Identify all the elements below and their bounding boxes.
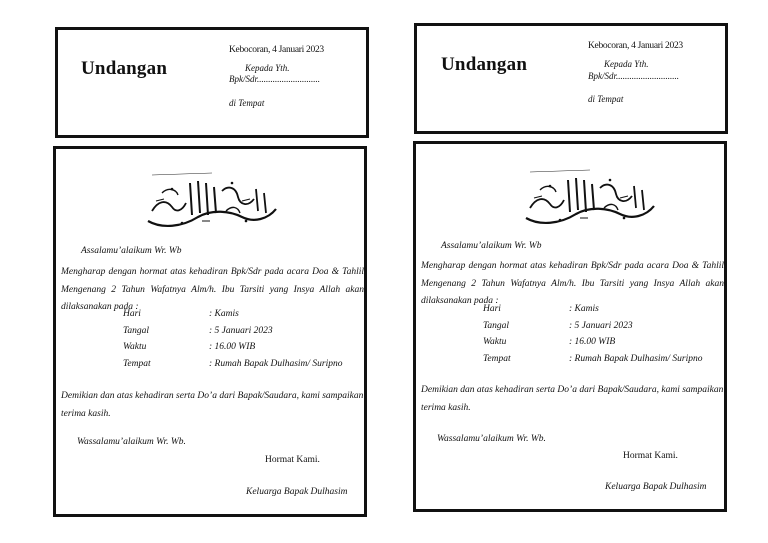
detail-label: Tempat (483, 353, 511, 364)
detail-label: Waktu (123, 342, 147, 352)
invitation-card-left (53, 146, 367, 517)
basmala-calligraphy (142, 171, 282, 231)
closing-text: Demikian dan atas kehadiran serta Do’a dari Bapak/Saudara, kami sampaikan terima kasih. (421, 385, 724, 413)
detail-value: : 16.00 WIB (209, 342, 256, 352)
detail-label: Waktu (483, 337, 507, 347)
envelope-title: Undangan (81, 58, 168, 79)
envelope-left (55, 27, 369, 138)
greeting: Assalamu’alaikum Wr. Wb (81, 246, 182, 256)
envelope-date: Kebocoran, 4 Januari 2023 (588, 41, 683, 51)
detail-row-date (483, 321, 723, 338)
detail-value: : Rumah Bapak Dulhasim/ Suripno (569, 353, 703, 364)
detail-value: : 5 Januari 2023 (209, 325, 273, 336)
detail-value: : 5 Januari 2023 (569, 320, 633, 331)
event-details (483, 304, 723, 370)
signature: Keluarga Bapak Dulhasim (605, 482, 707, 492)
detail-value: : 16.00 WIB (569, 337, 616, 347)
detail-label: Hari (123, 309, 141, 319)
detail-row-time (123, 342, 363, 359)
detail-label: Hari (483, 304, 501, 314)
detail-label: Tempat (123, 358, 151, 369)
wassalam: Wassalamu’alaikum Wr. Wb. (437, 434, 546, 444)
detail-row-date (123, 326, 363, 343)
envelope-recipient-line: Bpk/Sdr............................ (588, 71, 679, 81)
hormat-kami: Hormat Kami. (623, 451, 678, 461)
envelope-place: di Tempat (229, 98, 265, 108)
basmala-calligraphy (520, 168, 660, 228)
envelope-date: Kebocoran, 4 Januari 2023 (229, 45, 324, 55)
envelope-kepada: Kepada Yth. (245, 63, 290, 73)
detail-row-time (483, 337, 723, 354)
detail-row-day (483, 304, 723, 321)
envelope-place: di Tempat (588, 94, 624, 104)
detail-value: : Rumah Bapak Dulhasim/ Suripno (209, 358, 343, 369)
detail-label: Tangal (123, 325, 150, 336)
detail-row-place (123, 359, 363, 376)
invitation-body: Mengharap dengan hormat atas kehadiran Bpk/Sdr pada acara Doa & Tahlil Mengenang 2 Tahun Wafatnya Alm/h. Ibu Tarsiti yang Insya Allah akan dilaksanakan pada : (61, 267, 364, 312)
envelope-kepada: Kepada Yth. (604, 59, 649, 69)
invitation-card-right (413, 141, 727, 512)
event-details (123, 309, 363, 375)
detail-value: : Kamis (209, 309, 239, 319)
envelope-right (414, 23, 728, 134)
detail-value: : Kamis (569, 304, 599, 314)
signature: Keluarga Bapak Dulhasim (246, 487, 348, 497)
wassalam: Wassalamu’alaikum Wr. Wb. (77, 437, 186, 447)
closing-text: Demikian dan atas kehadiran serta Do’a dari Bapak/Saudara, kami sampaikan terima kasih. (61, 391, 364, 419)
detail-label: Tangal (483, 320, 510, 331)
invitation-body: Mengharap dengan hormat atas kehadiran Bpk/Sdr pada acara Doa & Tahlil Mengenang 2 Tahun Wafatnya Alm/h. Ibu Tarsiti yang Insya Allah akan dilaksanakan pada : (421, 261, 724, 306)
hormat-kami: Hormat Kami. (265, 455, 320, 465)
greeting: Assalamu’alaikum Wr. Wb (441, 241, 542, 251)
envelope-recipient-line: Bpk/Sdr............................ (229, 74, 320, 84)
detail-row-day (123, 309, 363, 326)
detail-row-place (483, 354, 723, 371)
envelope-title: Undangan (441, 54, 528, 75)
